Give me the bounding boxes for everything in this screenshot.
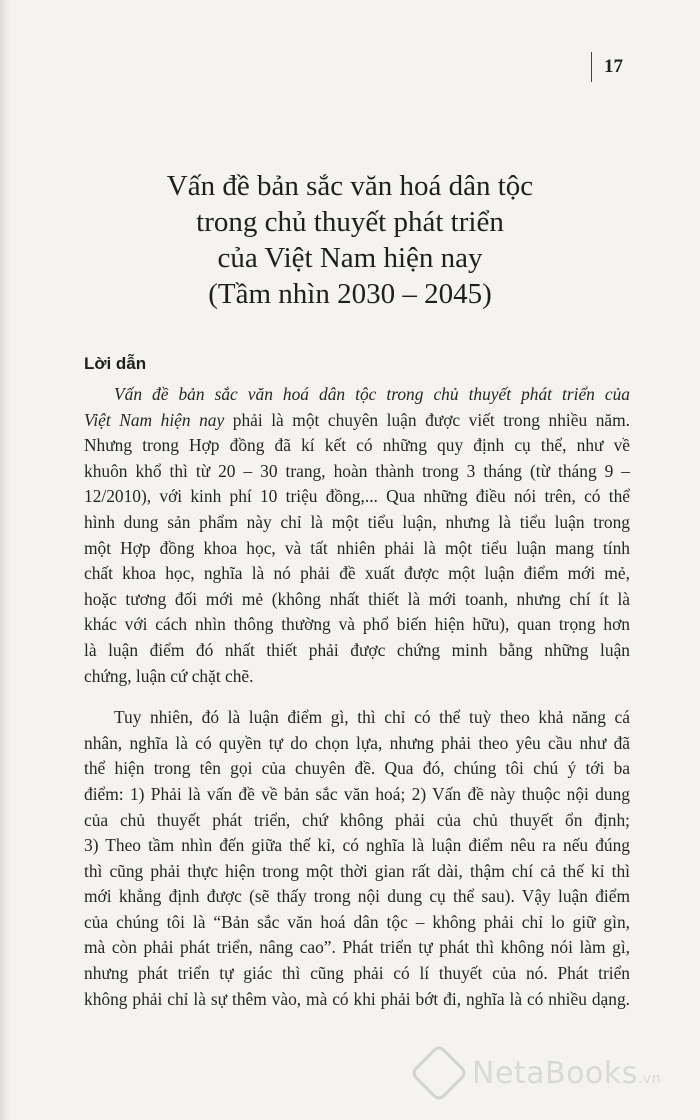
watermark-brand: NetaBooks bbox=[472, 1055, 638, 1091]
text-line: mới khẳng định được (sẽ thấy trong nội dung cụ thể sau). Vậy luận điểm bbox=[84, 886, 630, 907]
title-line: Vấn đề bản sắc văn hoá dân tộc bbox=[166, 170, 534, 202]
paragraph-2 bbox=[84, 705, 630, 1012]
text-line: Nhưng trong Hợp đồng đã kí kết có những quy định cụ thể, như về bbox=[84, 435, 630, 456]
text-line: khuôn khổ thì từ 20 – 30 trang, hoàn thành trong 3 tháng (từ tháng 9 – bbox=[84, 460, 630, 481]
title-line: (Tầm nhìn 2030 – 2045) bbox=[208, 278, 492, 310]
page-binding-shadow bbox=[0, 0, 10, 1120]
text-line: Tuy nhiên, đó là luận điểm gì, thì chỉ có thể tuỳ theo khả năng cá bbox=[114, 707, 630, 728]
body-text bbox=[84, 382, 630, 1012]
text-line: điểm: 1) Phải là vấn đề về bản sắc văn hoá; 2) Vấn đề này thuộc nội dung bbox=[84, 783, 630, 804]
text-line: của chủ thuyết phát triển, chứ không phải của chủ thuyết ổn định; bbox=[84, 809, 630, 830]
text-line: khác với cách nhìn thông thường và phổ biến hiện hữu), quan trọng hơn bbox=[84, 614, 630, 635]
italic-lead: Vấn đề bản sắc văn hoá dân tộc trong chủ thuyết phát triển của bbox=[114, 384, 630, 404]
watermark-suffix: .vn bbox=[637, 1070, 661, 1087]
text-line: hoặc tương đối mới mẻ (không nhất thiết là mới toanh, nhưng chí ít là bbox=[84, 588, 630, 609]
watermark bbox=[418, 1052, 661, 1094]
text-line: không phải chỉ là sự thêm vào, mà có khi phải bớt đi, nghĩa là có nhiều dạng. bbox=[84, 988, 630, 1009]
chapter-title bbox=[60, 168, 640, 312]
text-line: nhân, nghĩa là có quyền tự do chọn lựa, nhưng phải theo yêu cầu như đã bbox=[84, 732, 630, 753]
text-line: 3) Theo tầm nhìn đến giữa thế kỉ, có nghĩa là luận điểm nêu ra nếu đúng bbox=[84, 835, 630, 856]
title-line: trong chủ thuyết phát triển bbox=[196, 206, 504, 238]
title-line: của Việt Nam hiện nay bbox=[217, 242, 483, 274]
text-line: thì cũng phải thực hiện trong một thời gian rất dài, thậm chí cả thế kỉ thì bbox=[84, 860, 630, 881]
text-line: một Hợp đồng khoa học, và tất nhiên phải là một tiểu luận mang tính bbox=[84, 537, 630, 558]
text-line: mà còn phải phát triển, nâng cao”. Phát triển tự phát thì không nói làm gì, bbox=[84, 937, 630, 958]
text-line: là luận điểm đó nhất thiết phải được chứng minh bằng những luận bbox=[84, 639, 630, 660]
text-line: thể hiện trong tên gọi của chuyên đề. Qua đó, chúng tôi chú ý tới ba bbox=[84, 758, 630, 779]
text-line: chứng, luận cứ chặt chẽ. bbox=[84, 665, 254, 686]
paragraph-1 bbox=[84, 382, 630, 689]
text-line: 12/2010), với kinh phí 10 triệu đồng,... Qua những điều nói trên, có thể bbox=[84, 486, 630, 507]
netabooks-logo-icon bbox=[409, 1043, 468, 1102]
watermark-text bbox=[472, 1056, 661, 1091]
header-divider bbox=[591, 52, 592, 82]
text-line bbox=[84, 382, 630, 408]
italic-lead-2: Việt Nam hiện nay bbox=[84, 409, 225, 430]
text-line: của chúng tôi là “Bản sắc văn hoá dân tộc – không phải chỉ lo giữ gìn, bbox=[84, 911, 630, 932]
line-rest: phải là một chuyên luận được viết trong nhiều năm. bbox=[224, 409, 630, 430]
text-line bbox=[84, 408, 630, 434]
section-heading: Lời dẫn bbox=[84, 354, 147, 373]
page-number: 17 bbox=[604, 56, 623, 77]
text-line: hình dung sản phẩm này chỉ là một tiểu luận, nhưng là tiểu luận trong bbox=[84, 511, 630, 532]
text-line: chất khoa học, nghĩa là nó phải đề xuất được một luận điểm mới mẻ, bbox=[84, 563, 630, 584]
text-line: nhưng phát triển tự giác thì cũng phải có lí thuyết của nó. Phát triển bbox=[84, 963, 630, 984]
